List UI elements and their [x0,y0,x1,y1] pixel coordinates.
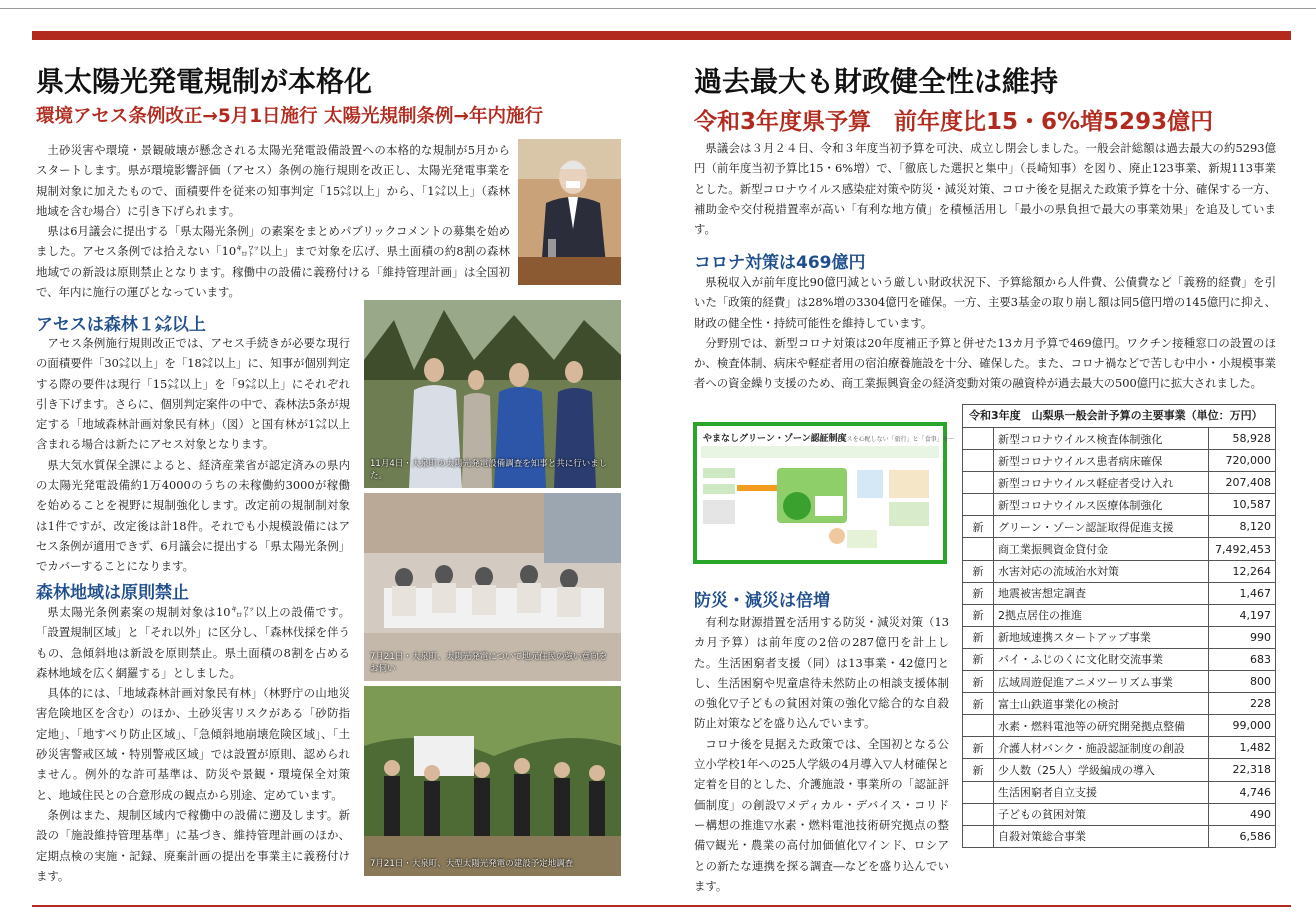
table-row [963,781,1276,803]
table-row [963,671,1276,693]
budget-table [962,404,1276,848]
paragraph: コロナ後を見据えた政策では、全国初となる公立小学校1年への25人学級の4月導入▽人材確保と定着を目的とした、介護施設・事業所の「認証評価制度」の創設▽メディカル・デバイス・コリドー構想の推進▽水素・燃料電池技術研究拠点の整備▽観光・農業の高付加価値化▽インド、ロシアとの新たな連携を探る調査―などを盛り込んでいます。 [694,736,949,893]
row-amount: 207,408 [1209,472,1276,494]
row-project-name: 2拠点居住の推進 [994,604,1209,626]
left-headline: 県太陽光発電規制が本格化 [36,65,373,98]
right-subheadline: 令和3年度県予算 前年度比15・6%増5293億円 [694,109,1214,135]
table-row [963,803,1276,825]
photo-meeting [364,493,621,681]
photo-site-survey [364,300,621,488]
table-row [963,825,1276,847]
table-row [963,428,1276,450]
row-new-mark [963,450,994,472]
row-new-mark: 新 [963,693,994,715]
row-project-name: 商工業振興資金貸付金 [994,538,1209,560]
row-new-mark: 新 [963,648,994,670]
table-row [963,494,1276,516]
table-row [963,737,1276,759]
row-new-mark: 新 [963,626,994,648]
row-new-mark: 新 [963,671,994,693]
row-amount: 22,318 [1209,759,1276,781]
table-row [963,626,1276,648]
row-amount: 8,120 [1209,516,1276,538]
row-amount: 4,197 [1209,604,1276,626]
photo-caption: 11月4日・大泉町の太陽光発電設備調査を知事と共に行いました。 [370,459,608,481]
row-project-name: 新型コロナウイルス医療体制強化 [994,494,1209,516]
row-project-name: 子どもの貧困対策 [994,803,1209,825]
row-amount: 1,467 [1209,582,1276,604]
left-section1-heading: アセスは森林１㌶以上 [36,315,206,335]
row-project-name: 水素・燃料電池等の研究開発拠点整備 [994,715,1209,737]
right-section1-body [694,272,1276,394]
table-row [963,648,1276,670]
row-new-mark [963,428,994,450]
row-new-mark: 新 [963,516,994,538]
paragraph: 県議会は３月２４日、令和３年度当初予算を可決、成立し閉会しました。一般会計総額は過去最大の約5293億円（前年度当初予算比15・6%増）で、「徹底した選択と集中」（長崎知事）を図り、廃止123事業、新規113事業とした。新型コロナウイルス感染症対策や防災・減災対策、コロナ後を見据えた政策予算を十分、確保する一方、補助金や交付税措置率が高い「有利な地方債」を積極活用し「最小の県負担で最大の事業効果」を追及しています。 [694,141,1276,237]
infographic-subtitle: ～コロナウイルスを心配しない「旅行」と「食事」を～ [805,436,955,443]
right-section2-heading: 防災・減災は倍増 [694,591,830,611]
row-amount: 720,000 [1209,450,1276,472]
row-amount: 6,586 [1209,825,1276,847]
row-project-name: 新型コロナウイルス患者病床確保 [994,450,1209,472]
paragraph: 土砂災害や環境・景観破壊が懸念される太陽光発電設備設置への本格的な規制が5月からスタートします。県が環境影響評価（アセス）条例の施行規則を改正し、太陽光発電事業を規制対象に加えたもので、面積要件を従来の知事判定「15㌶以上」から、「1㌶以上」（森林地域を含む場合）に引き下げられます。 [36,143,510,218]
table-row [963,560,1276,582]
row-project-name: 広域周遊促進アニメツーリズム事業 [994,671,1209,693]
top-rule [0,8,1316,9]
bottom-rule [32,905,1291,907]
infographic-title: やまなしグリーン・ゾーン認証制度 [703,434,847,444]
row-amount: 228 [1209,693,1276,715]
left-subheadline: 環境アセス条例改正→5月1日施行 太陽光規制条例→年内施行 [36,106,544,127]
row-project-name: 自殺対策総合事業 [994,825,1209,847]
paragraph: 具体的には、「地域森林計画対象民有林」（林野庁の山地災害危険地区を含む）のほか、土砂災害リスクがある「砂防指定地」、「地すべり防止区域」、「急傾斜地崩壊危険区域」、「土砂災害警戒区域・特別警戒区域」では設置が原則、認められません。例外的な許可基準は、防災や景観・環境保全対策と、地域住民との合意形成の観点から別途、定めています。 [36,686,350,802]
row-project-name: 富士山鉄道事業化の検討 [994,693,1209,715]
paragraph: 県税収入が前年度比90億円減という厳しい財政状況下、予算総額から人件費、公債費など「義務的経費」を引いた「政策的経費」は28%増の3304億円を確保。一方、主要3基金の取り崩し額は同5億円増の145億円に抑え、財政の健全性・持続可能性を維持しています。 [694,275,1276,330]
row-project-name: 地震被害想定調査 [994,582,1209,604]
table-row [963,472,1276,494]
left-section1-body [36,333,350,577]
paragraph: アセス条例施行規則改正では、アセス手続きが必要な現行の面積要件「30㌶以上」を「18㌶以上」に、知事が個別判定する際の要件は現行「15㌶以上」を「9㌶以上」にそれぞれ引き下げます。さらに、個別判定案件の中で、森林法5条が規定する「地域森林計画対象民有林」（図）と国有林が1㌶以上含まれる場合は新たにアセス対象となります。 [36,336,350,452]
left-section2-heading: 森林地域は原則禁止 [36,583,189,603]
budget-table-body [963,428,1276,848]
row-project-name: 新型コロナウイルス検査体制強化 [994,428,1209,450]
table-row [963,538,1276,560]
header-red-bar [32,31,1291,40]
table-row [963,604,1276,626]
row-project-name: バイ・ふじのくに文化財交流事業 [994,648,1209,670]
paragraph: 県太陽光条例素案の規制対象は10㌔㍗以上の設備です。「設置規制区域」と「それ以外」に区分し、「森林伐採を伴うもの、急傾斜地は新設を原則禁止。県土面積の8割を占める森林地域を広く網羅する」としました。 [36,605,350,680]
paragraph: 分野別では、新型コロナ対策は20年度補正予算と併せた13カ月予算で469億円。ワクチン接種窓口の設置のほか、検査体制、病床や軽症者用の宿泊療養施設を十分、確保した。また、コロナ禍などで苦しむ中小・小規模事業者への資金繰り支援のため、商工業振興資金の経済変動対策の融資枠が過去最大の500億円に拡大されました。 [694,335,1276,391]
row-new-mark: 新 [963,560,994,582]
photo-speaker [518,139,621,285]
row-amount: 12,264 [1209,560,1276,582]
left-section2-body [36,602,350,886]
paragraph: 有利な財源措置を活用する防災・減災対策（13カ月予算）は前年度の2倍の287億円を計上した。生活困窮者支援（同）は13事業・42億円とし、生活困窮や児童虐待未然防止の相談支援体制の強化▽子どもの貧困対策の強化▽総合的な自殺防止対策などを盛り込んでいます。 [694,615,949,731]
photo-construction-site [364,686,621,876]
row-amount: 490 [1209,803,1276,825]
right-section1-heading: コロナ対策は469億円 [694,253,866,273]
row-new-mark: 新 [963,759,994,781]
row-new-mark [963,803,994,825]
row-amount: 800 [1209,671,1276,693]
row-new-mark [963,825,994,847]
table-row [963,582,1276,604]
row-amount: 1,482 [1209,737,1276,759]
row-new-mark [963,472,994,494]
row-new-mark [963,494,994,516]
row-new-mark [963,538,994,560]
paragraph: 県大気水質保全課によると、経済産業省が認定済みの県内の太陽光発電設備約1万4000のうちの未稼働約3000が稼働を始めることを視野に規制強化します。改定前の規制制対象は1件ですが、改定後は計18件。それでも小規模設備にはアセス条例が適用できず、6月議会に提出する「県太陽光条例」でカバーすることになります。 [36,457,350,574]
photo-caption: 7月21日・大泉町、太陽光発電について地元住民の強い意向をお伺い [370,652,608,674]
row-amount: 990 [1209,626,1276,648]
table-row [963,450,1276,472]
paragraph: 条例はまた、規制区域内で稼働中の設備に遡及します。新設の「施設維持管理基準」に基づき、維持管理計画のほか、定期点検の実施・記録、廃棄計画の提出を事業主に義務付けます。 [36,807,350,883]
row-project-name: 少人数（25人）学級編成の導入 [994,759,1209,781]
row-project-name: 生活困窮者自立支援 [994,781,1209,803]
right-intro [694,138,1276,239]
paragraph: 県は6月議会に提出する「県太陽光条例」の素案をまとめパブリックコメントの募集を始めました。アセス条例では拾えない「10㌔㍗以上」まで対象を広げ、県土面積の約8割の森林地域での新設は原則禁止となります。稼働中の設備に義務付ける「維持管理計画」は全国初で、年内に施行の運びとなっています。 [36,224,510,300]
budget-table-caption: 令和3年度 山梨県一般会計予算の主要事業（単位：万円） [962,404,1276,427]
left-intro [36,140,510,302]
row-project-name: グリーン・ゾーン認証取得促進支援 [994,516,1209,538]
row-new-mark [963,781,994,803]
row-new-mark: 新 [963,737,994,759]
row-amount: 10,587 [1209,494,1276,516]
table-row [963,693,1276,715]
row-project-name: 水害対応の流域治水対策 [994,560,1209,582]
green-zone-infographic [693,422,955,564]
row-amount: 99,000 [1209,715,1276,737]
row-new-mark: 新 [963,604,994,626]
right-section2-body [694,612,949,896]
row-amount: 7,492,453 [1209,538,1276,560]
row-project-name: 新型コロナウイルス軽症者受け入れ [994,472,1209,494]
table-row [963,516,1276,538]
row-new-mark: 新 [963,582,994,604]
table-row [963,759,1276,781]
right-headline: 過去最大も財政健全性は維持 [694,65,1059,98]
row-amount: 683 [1209,648,1276,670]
row-new-mark [963,715,994,737]
row-amount: 4,746 [1209,781,1276,803]
row-project-name: 新地域連携スタートアップ事業 [994,626,1209,648]
table-row [963,715,1276,737]
photo-caption: 7月21日・大泉町、大型太陽光発電の建設予定地調査 [370,859,574,869]
row-amount: 58,928 [1209,428,1276,450]
row-project-name: 介護人材バンク・施設認証制度の創設 [994,737,1209,759]
